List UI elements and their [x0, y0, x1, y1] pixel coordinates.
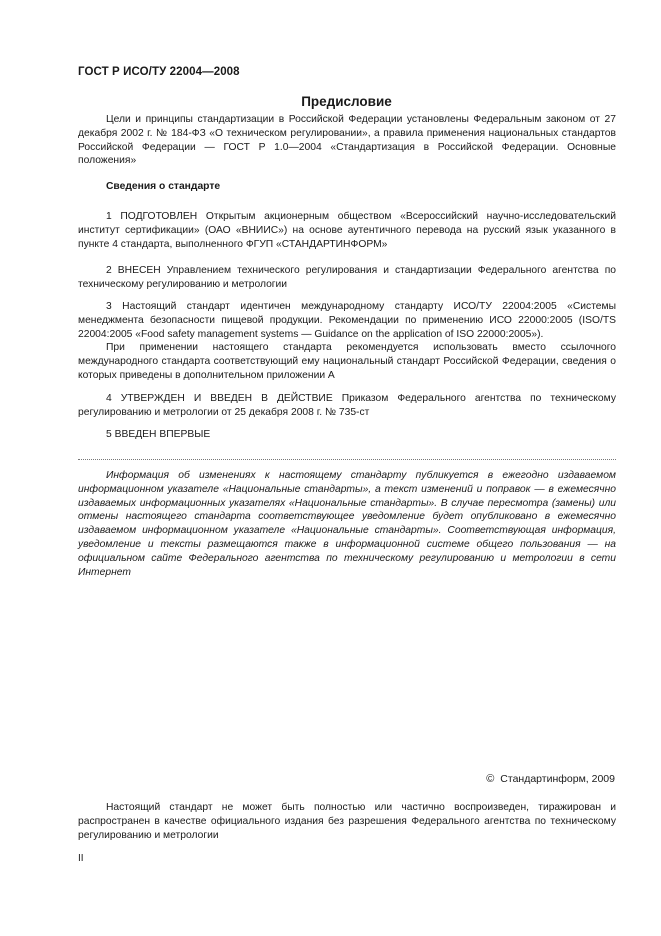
item-5-paragraph: 5 ВВЕДЕН ВПЕРВЫЕ: [106, 429, 211, 440]
item-3-note-paragraph: При применении настоящего стандарта рекомендуется использовать вместо ссылочного международного стандарта соответствующий ему национальный стандарт Российской Федерации, сведения о которых приведены в дополнительном приложении А: [78, 342, 616, 381]
legal-notice: Настоящий стандарт не может быть полностью или частично воспроизведен, тиражирован и распространен в качестве официального издания без разрешения Федерального агентства по техническому регулированию и метрологии: [78, 802, 616, 841]
page-title: Предисловие: [301, 94, 392, 109]
page-number: II: [78, 853, 84, 864]
info-separator: [78, 459, 616, 460]
item-1-paragraph: 1 ПОДГОТОВЛЕН Открытым акционерным обществом «Всероссийский научно-исследовательский институт сертификации» (ОАО «ВНИИС») на основе аутентичного перевода на русский язык указанного в пункте 4 стандарта, выполненного ФГУП «СТАНДАРТИНФОРМ»: [78, 211, 616, 250]
info-box-text: Информация об изменениях к настоящему стандарту публикуется в ежегодно издаваемом информационном указателе «Национальные стандарты», а текст изменений и поправок — в ежемесячно издаваемых информационных указателях «Национальные стандарты». В случае пересмотра (замены) или отмены настоящего стандарта соответствующее уведомление будет опубликовано в ежемесячно издаваемом информационном указателе «Национальные стандарты». Соответствующая информация, уведомление и тексты размещаются также в информационной системе общего пользования — на официальном сайте Федерального агентства по техническому регулированию и метрологии в сети Интернет: [78, 470, 616, 578]
item-3-paragraph: 3 Настоящий стандарт идентичен международному стандарту ИСО/ТУ 22004:2005 «Системы менеджмента безопасности пищевой продукции. Рекомендации по применению ИСО 22000:2005 (ISO/TS 22004:2005 «Food safety management systems — Guidance on the application of ISO 22000:2005»).: [78, 301, 616, 340]
copyright-line: [486, 773, 615, 785]
document-code-header: ГОСТ Р ИСО/ТУ 22004—2008: [78, 66, 240, 78]
item-2-paragraph: 2 ВНЕСЕН Управлением технического регулирования и стандартизации Федерального агентства по техническому регулированию и метрологии: [78, 265, 616, 290]
item-4-paragraph: 4 УТВЕРЖДЕН И ВВЕДЕН В ДЕЙСТВИЕ Приказом Федерального агентства по техническому регулированию и метрологии от 25 декабря 2008 г. № 735-ст: [78, 393, 616, 418]
section-heading: Сведения о стандарте: [106, 181, 221, 192]
intro-paragraph: Цели и принципы стандартизации в Российской Федерации установлены Федеральным законом от 27 декабря 2002 г. № 184-ФЗ «О техническом регулировании», а правила применения национальных стандартов Российской Федерации — ГОСТ Р 1.0—2004 «Стандартизация в Российской Федерации. Основные положения»: [78, 114, 616, 167]
copyright-text: Стандартинформ, 2009: [500, 773, 615, 785]
copyright-icon: ©: [486, 773, 495, 785]
